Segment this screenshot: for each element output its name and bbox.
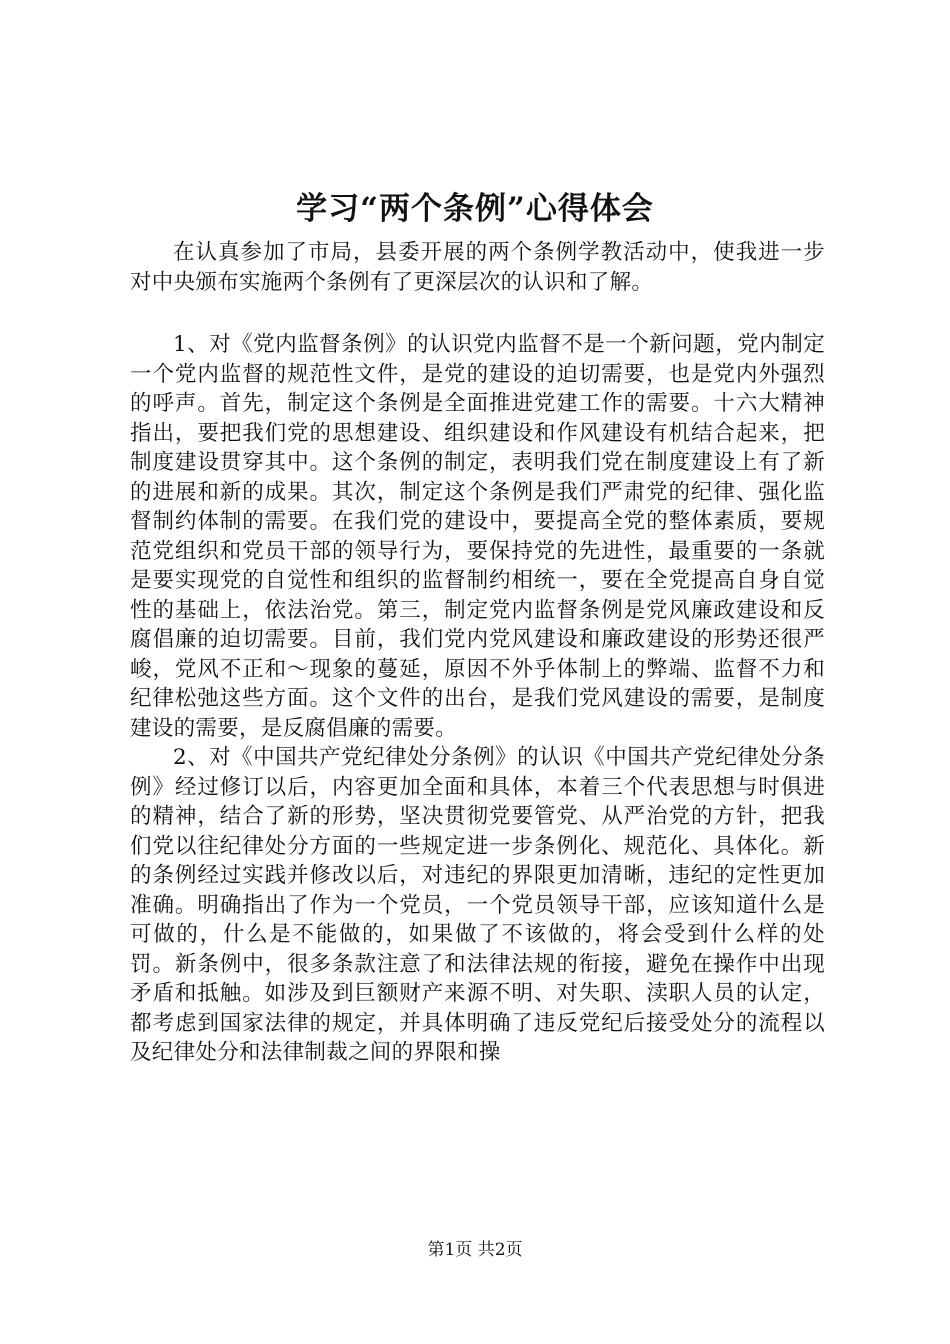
page-footer: 第1页 共2页 [427, 1240, 523, 1260]
paragraph-1: 1、对《党内监督条例》的认识党内监督不是一个新问题，党内制定一个党内监督的规范性文件，是党的建设的迫切需要，也是党内外强烈的呼声。首先，制定这个条例是全面推进党建工作的需要。十六大精神指出，要把我们党的思想建设、组织建设和作风建设有机结合起来，把制度建设贯穿其中。这个条例的制定，表明我们党在制度建设上有了新的进展和新的成果。其次，制定这个条例是我们严肃党的纪律、强化监督制约体制的需要。在我们党的建设中，要提高全党的整体素质，要规范党组织和党员干部的领导行为，要保持党的先进性，最重要的一条就是要实现党的自觉性和组织的监督制约相统一，要在全党提高自身自觉性的基础上，依法治党。第三，制定党内监督条例是党风廉政建设和反腐倡廉的迫切需要。目前，我们党内党风建设和廉政建设的形势还很严峻，党风不正和～现象的蔓延，原因不外乎体制上的弊端、监督不力和纪律松弛这些方面。这个文件的出台，是我们党风建设的需要，是制度建设的需要，是反腐倡廉的需要。 [130, 332, 825, 741]
body-block [130, 330, 825, 1068]
document-title: 学习“两个条例”心得体会 [296, 191, 654, 227]
paragraph-2: 2、对《中国共产党纪律处分条例》的认识《中国共产党纪律处分条例》经过修订以后，内容更加全面和具体，本着三个代表思想与时俱进的精神，结合了新的形势，坚决贯彻党要管党、从严治党的方针，把我们党以往纪律处分方面的一些规定进一步条例化、规范化、具体化。新的条例经过实践并修改以后，对违纪的界限更加清晰，违纪的定性更加准确。明确指出了作为一个党员，一个党员领导干部，应该知道什么是可做的，什么是不能做的，如果做了不该做的，将会受到什么样的处罚。新条例中，很多条款注意了和法律法规的衔接，避免在操作中出现矛盾和抵触。如涉及到巨额财产来源不明、对失职、渎职人员的认定，都考虑到国家法律的规定，并具体明确了违反党纪后接受处分的流程以及纪律处分和法律制裁之间的界限和操 [130, 745, 825, 1065]
intro-paragraph: 在认真参加了市局，县委开展的两个条例学教活动中，使我进一步对中央颁布实施两个条例有了更深层次的认识和了解。 [130, 240, 825, 295]
intro-block [130, 238, 825, 297]
